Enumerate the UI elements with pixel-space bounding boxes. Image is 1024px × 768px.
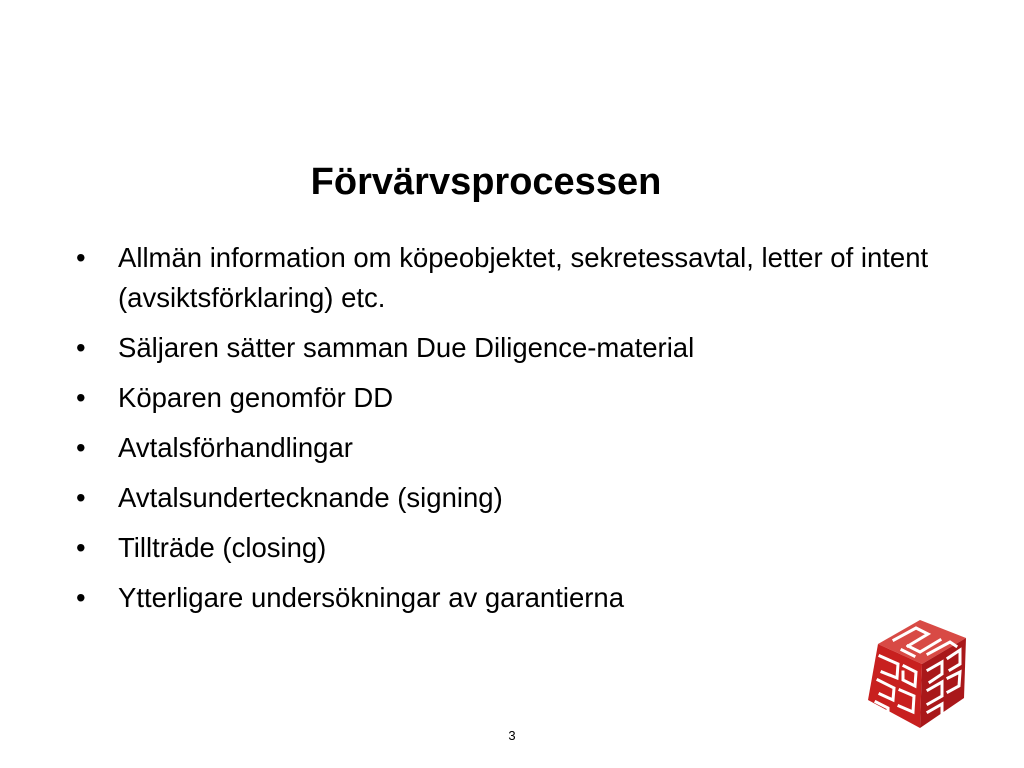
bullet-list bbox=[76, 238, 956, 628]
bullet-symbol: • bbox=[76, 242, 86, 273]
bullet-item bbox=[76, 378, 956, 418]
bullet-text: Ytterligare undersökningar av garantierna bbox=[118, 582, 624, 613]
bullet-item bbox=[76, 528, 956, 568]
bullet-symbol: • bbox=[76, 432, 86, 463]
bullet-item bbox=[76, 428, 956, 468]
page-number: 3 bbox=[508, 728, 516, 743]
bullet-text: Avtalsförhandlingar bbox=[118, 432, 353, 463]
slide-title: Förvärvsprocessen bbox=[310, 161, 662, 203]
bullet-text: Säljaren sätter samman Due Diligence-material bbox=[118, 332, 695, 363]
bullet-symbol: • bbox=[76, 532, 86, 563]
bullet-text: Allmän information om köpeobjektet, sekretessavtal, letter of intent (avsiktsförklaring) etc. bbox=[118, 242, 929, 313]
bullet-item bbox=[76, 328, 956, 368]
bullet-symbol: • bbox=[76, 382, 86, 413]
bullet-text: Tillträde (closing) bbox=[118, 532, 327, 563]
bullet-item bbox=[76, 578, 956, 618]
bullet-symbol: • bbox=[76, 482, 86, 513]
bullet-symbol: • bbox=[76, 582, 86, 613]
bullet-symbol: • bbox=[76, 332, 86, 363]
bullet-text: Avtalsundertecknande (signing) bbox=[118, 482, 503, 513]
bullet-item bbox=[76, 238, 956, 318]
bullet-text: Köparen genomför DD bbox=[118, 382, 394, 413]
bullet-item bbox=[76, 478, 956, 518]
red-cube-logo-icon bbox=[858, 614, 976, 732]
